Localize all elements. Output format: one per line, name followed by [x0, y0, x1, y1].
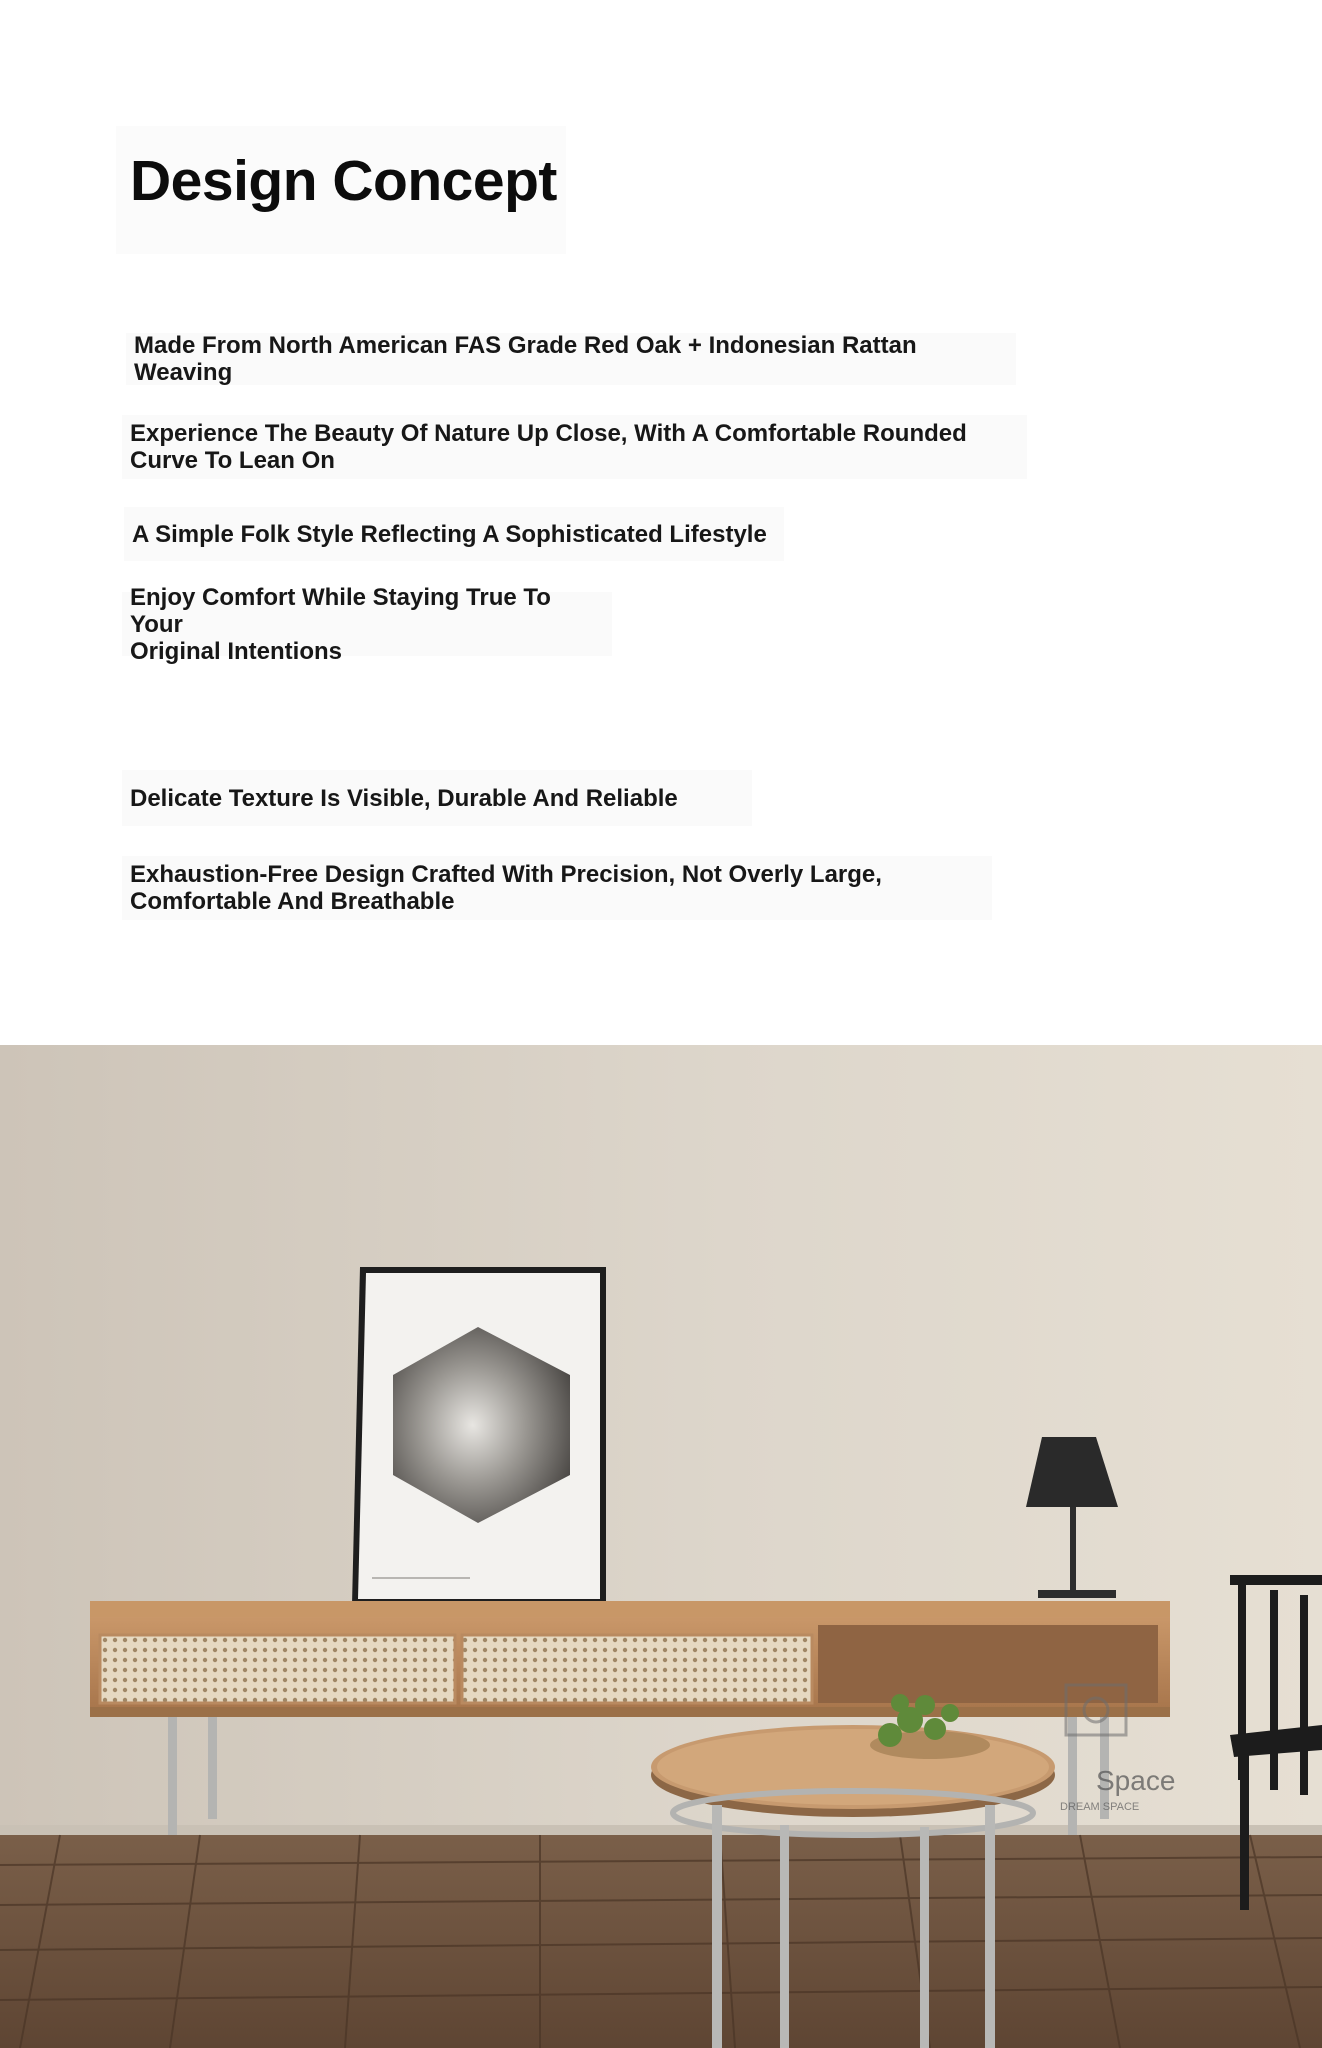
feature-item: [122, 415, 1027, 479]
living-room-photo: [0, 1045, 1322, 2048]
feature-item: [122, 583, 612, 665]
feature-text: Experience The Beauty Of Nature Up Close, With A Comfortable Rounded Curve To Lean On: [130, 420, 967, 474]
feature-text: Exhaustion-Free Design Crafted With Precision, Not Overly Large, Comfortable And Breathable: [130, 861, 882, 915]
feature-item: [122, 770, 752, 826]
watermark-text: Space: [1096, 1765, 1176, 1796]
watermark-subtext: DREAM SPACE: [1060, 1801, 1140, 1813]
framed-artwork: [352, 1267, 606, 1605]
feature-text: Made From North American FAS Grade Red Oak + Indonesian Rattan Weaving: [134, 332, 917, 386]
feature-text: A Simple Folk Style Reflecting A Sophisticated Lifestyle: [132, 520, 767, 548]
section-heading-box: [116, 126, 566, 254]
feature-item: [124, 507, 784, 561]
wood-floor: [0, 1835, 1322, 2048]
feature-text: Delicate Texture Is Visible, Durable And Reliable: [130, 784, 678, 812]
page-title: Design Concept: [130, 149, 557, 213]
feature-item: [122, 856, 992, 920]
feature-item: [126, 333, 1016, 385]
feature-text: Enjoy Comfort While Staying True To Your Original Intentions: [130, 583, 551, 665]
